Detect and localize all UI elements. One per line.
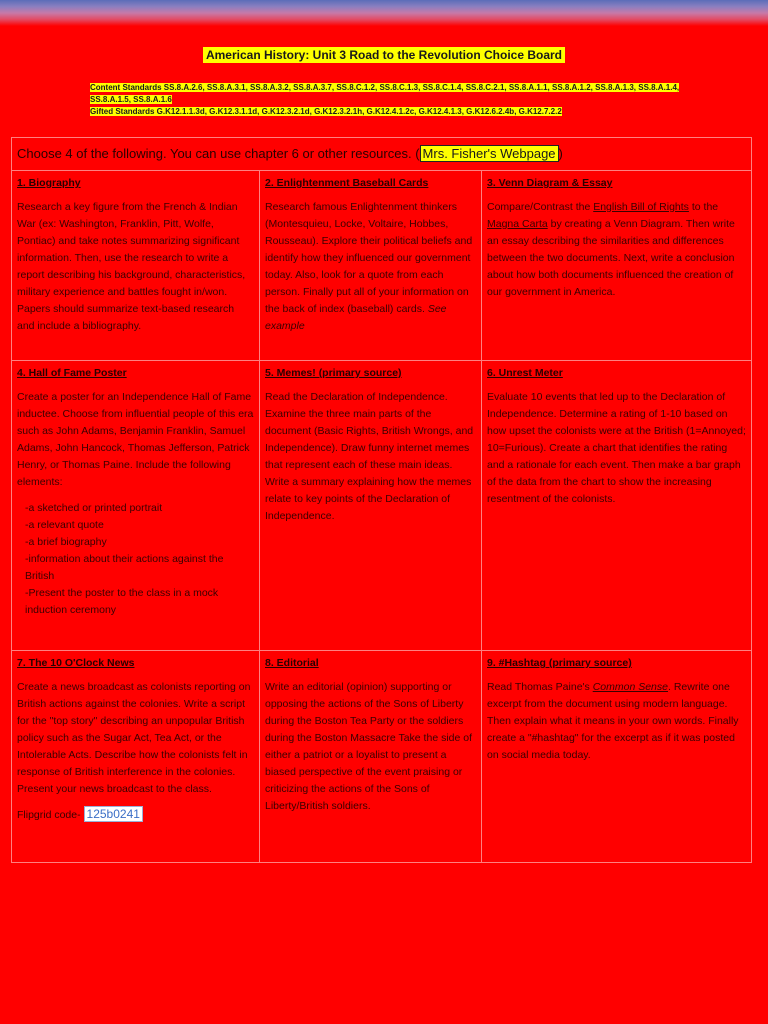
cell-body-baseball-cards <box>265 199 476 335</box>
intro-cell <box>12 138 752 171</box>
standards-block <box>90 82 690 118</box>
venn-text-3: by creating a Venn Diagram. Then write an essay describing the similarities and differences between the two documents. Next, write a conclusion about how both documents influenced the creation of our government in America. <box>487 218 735 298</box>
cell-venn-diagram <box>482 171 752 361</box>
common-sense-link[interactable]: Common Sense <box>592 681 668 693</box>
cell-hall-of-fame <box>12 361 260 651</box>
cell-editorial <box>260 651 482 863</box>
cell-body-hashtag <box>487 679 746 764</box>
cell-hashtag <box>482 651 752 863</box>
bill-of-rights-link[interactable]: English Bill of Rights <box>593 201 689 213</box>
top-color-band <box>0 0 768 26</box>
cell-title-baseball-cards: 2. Enlightenment Baseball Cards <box>265 177 429 189</box>
hall-of-fame-text: Create a poster for an Independence Hall of Fame inductee. Choose from influential people of this era such as John Adams, Benjamin Franklin, Samuel Adams, John Hancock, Thomas Jefferson, Patrick Henry, or Thomas Paine. Include the following elements: <box>17 391 254 488</box>
cell-body-memes: Read the Declaration of Independence. Examine the three main parts of the document (Basic Rights, British Wrongs, and Independence). Draw funny internet memes that represent each of these main ideas. Write a summary explaining how the memes relate to key points of the Declaration of Independence. <box>265 391 474 522</box>
cell-memes <box>260 361 482 651</box>
cell-title-editorial: 8. Editorial <box>265 657 319 669</box>
title-wrap <box>0 46 768 64</box>
cell-title-news: 7. The 10 O'Clock News <box>17 657 135 669</box>
board-row-3 <box>12 651 752 863</box>
cell-unrest-meter <box>482 361 752 651</box>
board-row-2 <box>12 361 752 651</box>
flipgrid-label: Flipgrid code- <box>17 809 84 821</box>
flipgrid-line <box>17 806 254 824</box>
cell-body-unrest-meter: Evaluate 10 events that led up to the Declaration of Independence. Determine a rating of 1-10 based on how upset the colonists were at the British (1=Annoyed; 10=Furious). Create a chart that identifies the rating and a rationale for each event. Then make a bar graph of the data from the chart to show the increasing resentment of the colonists. <box>487 391 746 505</box>
venn-text-1: Compare/Contrast the <box>487 201 594 213</box>
hashtag-text-1: Read Thomas Paine's <box>487 681 593 693</box>
list-item: -a relevant quote <box>25 519 104 531</box>
cell-title-biography: 1. Biography <box>17 177 81 189</box>
flipgrid-code[interactable]: 125b0241 <box>84 806 143 822</box>
list-item: -a brief biography <box>25 536 107 548</box>
cell-body-venn-diagram <box>487 199 746 301</box>
intro-close: ) <box>558 146 563 161</box>
cell-body-hall-of-fame <box>17 389 254 619</box>
page-title: American History: Unit 3 Road to the Revolution Choice Board <box>203 47 565 63</box>
cell-baseball-cards <box>260 171 482 361</box>
intro-row <box>12 138 752 171</box>
cell-biography <box>12 171 260 361</box>
content-standards-text: Content Standards SS.8.A.2.6, SS.8.A.3.1, SS.8.A.3.2, SS.8.A.3.7, SS.8.C.1.2, SS.8.C.1.3, SS.8.C.1.4, SS.8.C.2.1, SS.8.A.1.1, SS.8.A.1.2, SS.8.A.1.3, SS.8.A.1.4, SS.8.A.1.5, SS.8.A.1.6 <box>90 83 680 104</box>
content-standards <box>90 82 690 106</box>
cell-title-hall-of-fame: 4. Hall of Fame Poster <box>17 367 127 379</box>
list-item: -a sketched or printed portrait <box>25 502 163 514</box>
intro-text: Choose 4 of the following. You can use chapter 6 or other resources. ( <box>17 146 420 161</box>
poster-elements-list <box>17 500 254 619</box>
cell-body-editorial: Write an editorial (opinion) supporting or opposing the actions of the Sons of Liberty during the Boston Tea Party or the soldiers during the Boston Massacre Take the side of either a patriot or a loyalist to present a biased perspective of the event praising or criticizing the actions of the Sons of Liberty/British soldiers. <box>265 681 473 812</box>
venn-text-2: to the <box>688 201 719 213</box>
choice-board-table <box>11 137 752 863</box>
list-item: -information about their actions against the British <box>25 553 224 582</box>
board-row-1 <box>12 171 752 361</box>
cell-title-venn-diagram: 3. Venn Diagram & Essay <box>487 177 613 189</box>
gifted-standards <box>90 106 690 118</box>
cell-news <box>12 651 260 863</box>
cell-title-unrest-meter: 6. Unrest Meter <box>487 367 563 379</box>
gifted-standards-text: Gifted Standards G.K12.1.1.3d, G.K12.3.1.1d, G.K12.3.2.1d, G.K12.3.2.1h, G.K12.4.1.2c, G.K12.4.1.3, G.K12.6.2.4b, G.K12.7.2.2 <box>90 107 562 116</box>
cell-body-biography: Research a key figure from the French & Indian War (ex: Washington, Franklin, Pitt, Wolfe, Pontiac) and take notes summarizing significant information. Then, use the research to write a report describing his background, characteristics, military experience and battles fought in/won. Papers should summarize text-based research and include a bibliography. <box>17 201 246 332</box>
see-example-link[interactable]: See example <box>265 303 447 332</box>
hashtag-text-2: . Rewrite one excerpt from the document using modern language. Then explain what it means in your own words. Finally create a "#hashtag" for the excerpt as if it was posted on social media today. <box>487 681 739 761</box>
list-item: -Present the poster to the class in a mock induction ceremony <box>25 587 219 616</box>
webpage-link[interactable]: Mrs. Fisher's Webpage <box>420 145 559 162</box>
baseball-cards-text: Research famous Enlightenment thinkers (Montesquieu, Locke, Voltaire, Hobbes, Rousseau). Explore their political beliefs and identify how they influenced our government today. Also, look for a quote from each person. Finally put all of your information on the back of index (baseball) cards. <box>265 201 473 315</box>
cell-title-memes: 5. Memes! (primary source) <box>265 367 402 379</box>
cell-title-hashtag: 9. #Hashtag (primary source) <box>487 657 632 669</box>
cell-body-news: Create a news broadcast as colonists reporting on British actions against the colonies. Write a script for the "top story" describing an unpopular British policy such as the Sugar Act, Tea Act, or the Intolerable Acts. Describe how the colonists felt in response of British interference in the colonies. Present your news broadcast to the class. <box>17 681 251 795</box>
magna-carta-link[interactable]: Magna Carta <box>487 218 548 230</box>
